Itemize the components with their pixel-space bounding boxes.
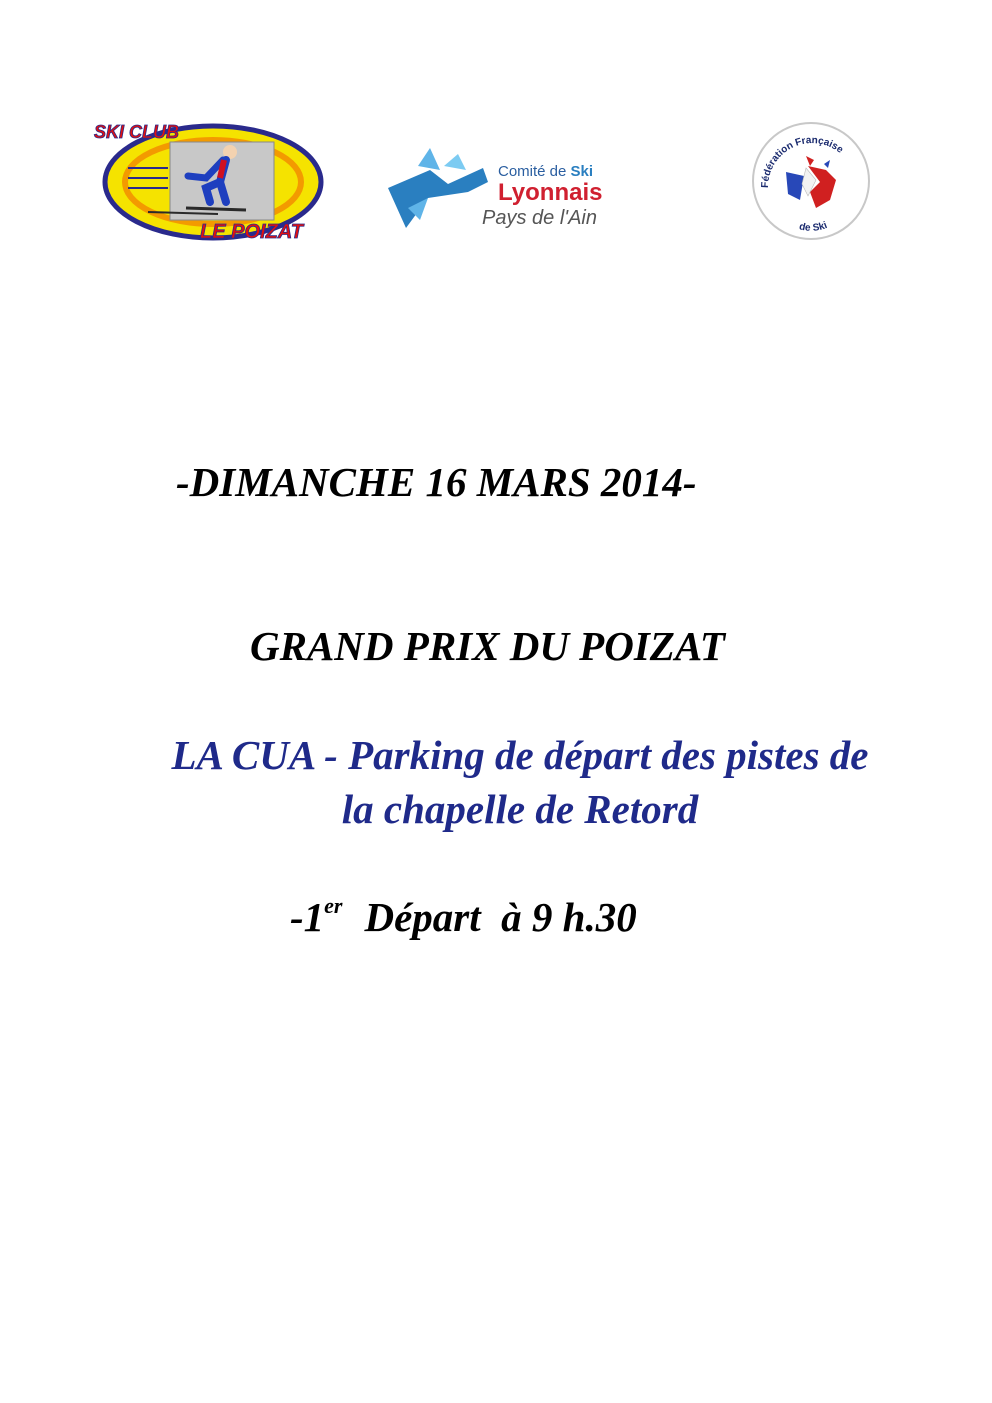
event-venue (0, 728, 992, 836)
svg-text:Comité de Ski (498, 163, 593, 180)
comite-ski-lyonnais-logo (388, 148, 708, 236)
start-rest: Départ à 9 h.30 (364, 894, 637, 940)
ffs-logo-text-top: Fédération Française (759, 134, 846, 189)
start-prefix: -1 (290, 894, 325, 940)
ski-club-logo-text-bottom: LE POIZAT (200, 221, 303, 243)
event-venue-line-2: la chapelle de Retord (341, 786, 699, 832)
comite-logo-text-pays-de-lain: Pays de l'Ain (482, 207, 597, 229)
ski-club-le-poizat-logo (88, 118, 358, 243)
ffs-logo (750, 120, 872, 242)
event-title: GRAND PRIX DU POIZAT (250, 623, 725, 669)
comite-logo-text-lyonnais: Lyonnais (498, 179, 603, 206)
comite-logo-text-comite: Comité de (498, 163, 571, 180)
event-start-time (290, 893, 637, 941)
comite-logo-text-ski: Ski (570, 163, 594, 180)
ffs-logo-text-bottom: de Ski (798, 219, 829, 234)
event-date: -DIMANCHE 16 MARS 2014- (176, 459, 697, 505)
event-venue-line-1: LA CUA - Parking de départ des pistes de (171, 732, 869, 778)
start-superscript: er (324, 893, 343, 918)
ski-club-logo-text-top: SKI CLUB (94, 122, 179, 142)
